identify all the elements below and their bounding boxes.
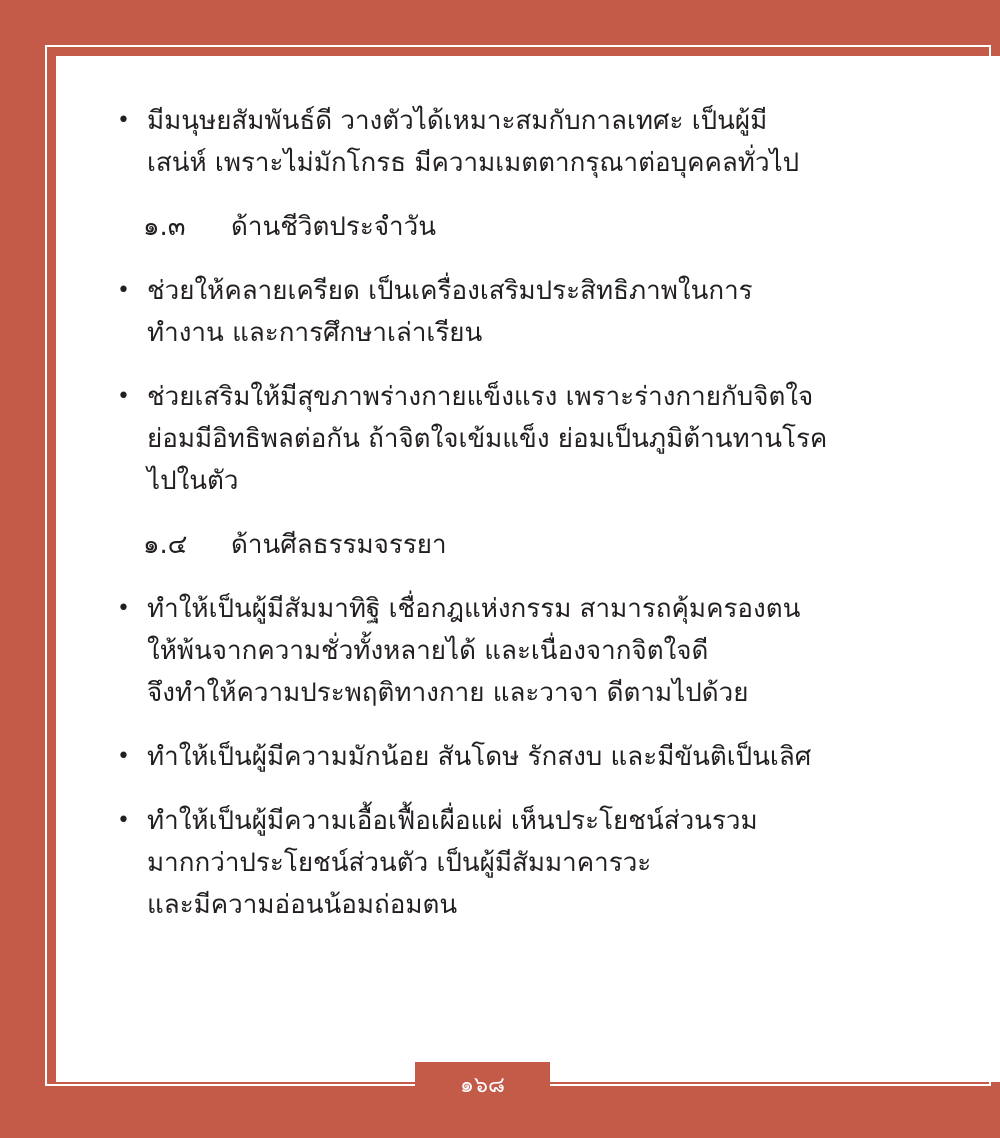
section-number: ๑.๓ [143, 212, 186, 242]
page-content [115, 100, 875, 948]
bullet-line: ช่วยให้คลายเครียด เป็นเครื่องเสริมประสิทธิภาพในการ [147, 276, 753, 306]
section-number: ๑.๔ [143, 530, 188, 560]
section-heading-1-4 [115, 524, 875, 566]
bullet-line: เสน่ห์ เพราะไม่มักโกรธ มีความเมตตากรุณาต่อบุคคลทั่วไป [147, 148, 800, 178]
bullet-item [115, 100, 875, 184]
bullet-item [115, 376, 875, 502]
section-title: ด้านชีวิตประจำวัน [231, 212, 437, 242]
bullet-line: ให้พ้นจากความชั่วทั้งหลายได้ และเนื่องจากจิตใจดี [147, 636, 709, 666]
bullet-line: ทำให้เป็นผู้มีสัมมาทิฐิ เชื่อกฎแห่งกรรม สามารถคุ้มครองตน [147, 594, 801, 624]
bullet-line: และมีความอ่อนน้อมถ่อมตน [147, 890, 458, 920]
bullet-line: มีมนุษยสัมพันธ์ดี วางตัวได้เหมาะสมกับกาลเทศะ เป็นผู้มี [147, 106, 768, 136]
bullet-dot-icon: • [117, 108, 130, 133]
bullet-line: ช่วยเสริมให้มีสุขภาพร่างกายแข็งแรง เพราะร่างกายกับจิตใจ [147, 382, 814, 412]
bullet-line: ทำงาน และการศึกษาเล่าเรียน [147, 318, 483, 348]
bullet-dot-icon: • [117, 384, 130, 409]
bullet-dot-icon: • [117, 596, 130, 621]
bullet-item [115, 800, 875, 926]
bullet-dot-icon: • [117, 278, 130, 303]
page-number: ๑๖๘ [415, 1062, 550, 1110]
bullet-line: ทำให้เป็นผู้มีความเอื้อเฟื้อเผื่อแผ่ เห็นประโยชน์ส่วนรวม [147, 806, 758, 836]
section-heading-1-3 [115, 206, 875, 248]
section-title: ด้านศีลธรรมจรรยา [231, 530, 447, 560]
bullet-item [115, 736, 875, 778]
bullet-line: ย่อมมีอิทธิพลต่อกัน ถ้าจิตใจเข้มแข็ง ย่อมเป็นภูมิต้านทานโรค [147, 424, 828, 454]
bullet-item [115, 588, 875, 714]
bullet-dot-icon: • [117, 744, 130, 769]
bullet-dot-icon: • [117, 808, 130, 833]
bullet-item [115, 270, 875, 354]
bullet-line: ทำให้เป็นผู้มีความมักน้อย สันโดษ รักสงบ และมีขันติเป็นเลิศ [147, 742, 812, 772]
bullet-line: จึงทำให้ความประพฤติทางกาย และวาจา ดีตามไปด้วย [147, 678, 749, 708]
bullet-line: มากกว่าประโยชน์ส่วนตัว เป็นผู้มีสัมมาคารวะ [147, 848, 652, 878]
bullet-line: ไปในตัว [147, 466, 239, 496]
